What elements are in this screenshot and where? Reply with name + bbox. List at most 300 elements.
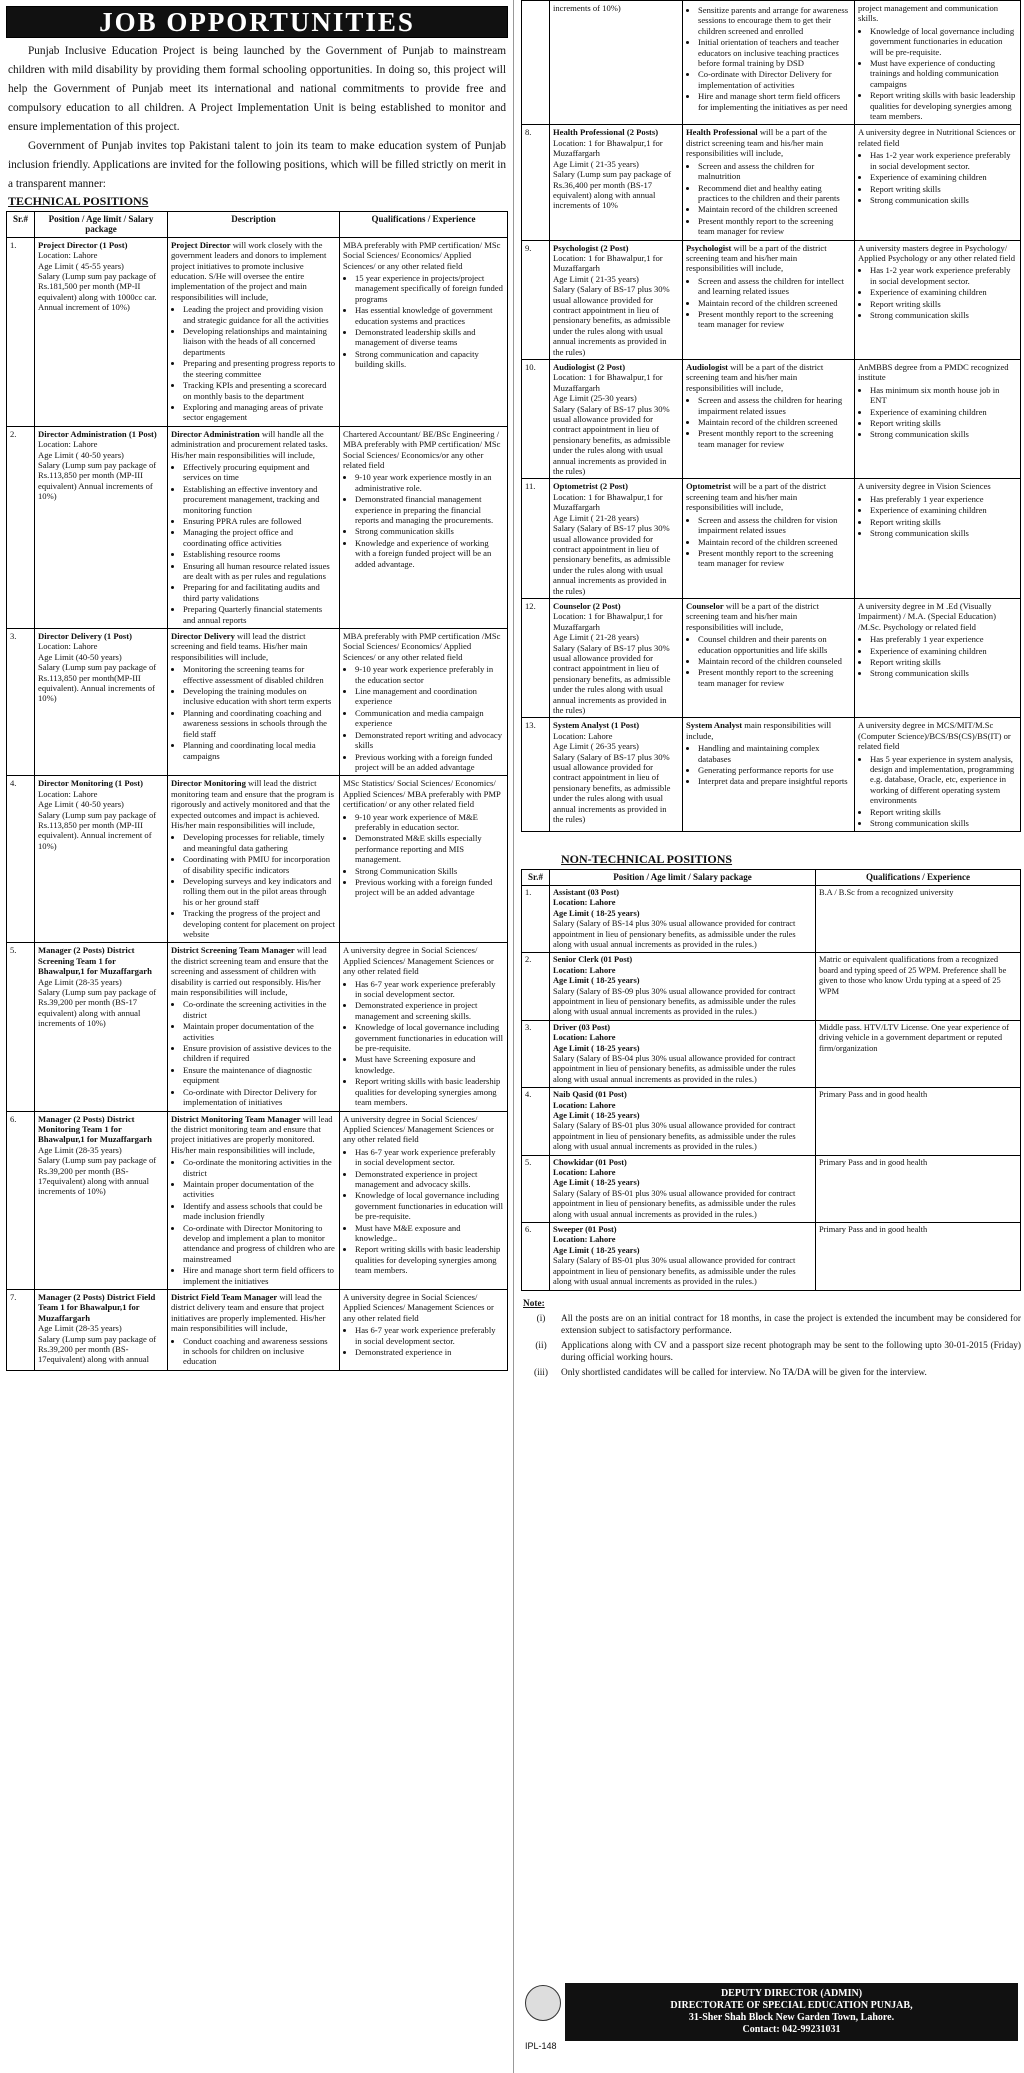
qualification-intro: A university degree in Nutritional Sciences or related field xyxy=(858,127,1016,148)
responsibilities-list xyxy=(171,1157,336,1286)
list-item: • Report writing skills xyxy=(870,418,1017,428)
table-row xyxy=(522,240,1021,359)
row-number: 4. xyxy=(7,776,35,943)
list-item: • Must have M&E exposure and knowledge.. xyxy=(355,1223,504,1244)
position-cell xyxy=(35,426,168,628)
qualifications-cell: Primary Pass and in good health xyxy=(816,1088,1021,1155)
position-title: Manager (2 Posts) District Monitoring Team 1 for Bhawalpur,1 for Muzaffargarh xyxy=(38,1113,152,1145)
description-lead: District Screening Team Manager xyxy=(171,945,295,956)
list-item: • Knowledge and experience of working with a foreign funded project will be an added advantage. xyxy=(355,538,504,569)
list-item: • Demonstrated M&E skills especially performance reporting and MIS management. xyxy=(355,833,504,864)
list-item: • Has 6-7 year work experience preferably in social development sector. xyxy=(355,1147,504,1168)
position-cell xyxy=(550,479,683,598)
list-item: • 15 year experience in projects/project management specifically of foreign funded programs xyxy=(355,273,504,304)
responsibilities-list xyxy=(686,395,851,449)
list-item: • Present monthly report to the screening team manager for review xyxy=(698,428,851,449)
list-item: • Screen and assess the children for hearing impairment related issues xyxy=(698,395,851,416)
location: Location: Lahore xyxy=(553,1235,616,1245)
position-title: Counselor (2 Post) xyxy=(553,600,621,611)
right-column xyxy=(521,0,1021,1380)
salary: Salary (Salary of BS-01 plus 30% usual allowance provided for contract appointment in lieu of pensionary benefits, as admissible under the rules along with usual annual increments as provided in the rules.) xyxy=(553,1121,796,1152)
qualification-intro: AnMBBS degree from a PMDC recognized institute xyxy=(858,362,1009,383)
list-item: • Has 6-7 year work experience preferably in social development sector. xyxy=(355,1325,504,1346)
list-item: • Report writing skills with basic leadership qualities for developing synergies among team members. xyxy=(355,1076,504,1107)
list-item: • Demonstrated experience in project management and screening skills. xyxy=(355,1000,504,1021)
list-item: • Establishing resource rooms xyxy=(183,549,336,559)
row7-description-cont xyxy=(683,1,855,125)
col-header-description: Description xyxy=(168,212,340,238)
list-item: • Report writing skills with basic leadership qualities for developing synergies among team members. xyxy=(355,1244,504,1275)
list-item: • Effectively procuring equipment and services on time xyxy=(183,462,336,483)
experience-list xyxy=(858,754,1017,829)
qualifications-cell xyxy=(855,479,1021,598)
qualification-intro: A university degree in Vision Sciences xyxy=(858,481,991,492)
description-lead: Audiologist xyxy=(686,362,729,372)
list-item: • Developing surveys and key indicators and rolling them out in the pilot areas through his or her ground staff xyxy=(183,876,336,907)
qualifications-cell: Matric or equivalent qualifications from a recognized board and typing speed of 25 WPM. Preference shall be given to those who know Urdu typing at a speed of 25 WPM xyxy=(816,953,1021,1020)
position-title: Psychologist (2 Post) xyxy=(553,242,629,253)
position-details: Location: Lahore Age Limit (40-50 years) Salary (Lump sum pay package of Rs.113,850 per month(MP-III equivalent). Annual increments of 10%) xyxy=(38,641,157,704)
note-number: (ii) xyxy=(535,1341,547,1351)
qualification-intro: A university degree in M .Ed (Visually Impairment) / M.A. (Special Education) /M.Sc. Psychology or related field xyxy=(858,600,996,632)
position-cell xyxy=(550,125,683,240)
row-number: 12. xyxy=(522,598,550,717)
responsibilities-list xyxy=(171,304,336,422)
list-item: • Line management and coordination experience xyxy=(355,686,504,707)
list-item: • Preparing and presenting progress reports to the steering committee xyxy=(183,358,336,379)
list-item: • Present monthly report to the screening team manager for review xyxy=(698,548,851,569)
list-item: • Experience of examining children xyxy=(870,407,1017,417)
list-item: • Maintain record of the children screened xyxy=(698,204,851,214)
list-item: • Demonstrated leadership skills and management of diverse teams xyxy=(355,327,504,348)
qualification-intro: MSc Statistics/ Social Sciences/ Economics/ Applied Sciences/ MBA preferably with PMP certification/ or any other related field xyxy=(343,778,501,810)
table-row xyxy=(7,629,508,776)
col-header-position: Position / Age limit / Salary package xyxy=(35,212,168,238)
responsibilities-list xyxy=(171,462,336,625)
table-row xyxy=(522,1223,1021,1290)
experience-list xyxy=(858,150,1017,205)
list-item: • Strong communication skills xyxy=(870,528,1017,538)
description-lead: District Monitoring Team Manager xyxy=(171,1113,301,1124)
age-limit: Age Limit ( 18-25 years) xyxy=(553,1111,640,1120)
position-details: Location: 1 for Bhawalpur,1 for Muzaffargarh Age Limit ( 21-35 years) Salary (Lump sum pay package of Rs.36,400 per month (BS-17 equivalent) along with annual increments of 10% xyxy=(553,137,672,211)
table-row xyxy=(522,1,1021,125)
list-item: • Coordinating with PMIU for incorporation of disability specific indicators xyxy=(183,854,336,875)
list-item: • Present monthly report to the screening team manager for review xyxy=(698,667,851,688)
location: Location: Lahore xyxy=(553,1168,616,1178)
position-title: Health Professional (2 Posts) xyxy=(553,127,659,138)
list-item: • Maintain record of the children screened xyxy=(698,298,851,308)
list-item: • Experience of examining children xyxy=(870,646,1017,656)
list-item: • Strong communication and capacity building skills. xyxy=(355,349,504,370)
list-item: • Report writing skills xyxy=(870,299,1017,309)
col-header-sr: Sr.# xyxy=(522,870,550,885)
list-item: • Co-ordinate with Director Monitoring to develop and implement a plan to monitor attendance and progress of children who are mainstreamed xyxy=(183,1223,336,1265)
row-number: 2. xyxy=(522,953,550,1020)
list-item: • Tracking KPIs and presenting a scorecard on monthly basis to the department xyxy=(183,380,336,401)
row-number: 6. xyxy=(7,1111,35,1290)
qualifications-cell xyxy=(340,776,508,943)
technical-section-title: TECHNICAL POSITIONS xyxy=(8,194,149,208)
list-item: • Handling and maintaining complex databases xyxy=(698,743,851,764)
age-limit: Age Limit ( 18-25 years) xyxy=(553,976,640,986)
position-details: Location: Lahore Age Limit ( 26-35 years) Salary (Salary of BS-17 plus 30% usual allowance provided for contract appointment in lieu of pensionary benefits, as admissible under the rules along with usual annual increments as provided in the rules) xyxy=(553,730,671,825)
age-limit: Age Limit ( 18-25 years) xyxy=(553,908,640,918)
table-row xyxy=(522,1020,1021,1087)
position-details: Age Limit (28-35 years) Salary (Lump sum pay package of Rs.39,200 per month (BS-17 equivalent) along with annual increments of 10%) xyxy=(38,976,157,1029)
row-number: 1. xyxy=(7,237,35,426)
list-item: • Previous working with a foreign funded project will be an added advantage xyxy=(355,877,504,898)
note-item xyxy=(521,1368,1021,1380)
footer-line: DIRECTORATE OF SPECIAL EDUCATION PUNJAB, xyxy=(670,2000,913,2011)
position-title: Driver (03 Post) xyxy=(553,1022,611,1032)
description-intro: will be a part of the district screening team and his/her main responsibilities will include, xyxy=(686,481,827,513)
position-details: Location: 1 for Bhawalpur,1 for Muzaffargarh Age Limit (25-30 years) Salary (Salary of BS-17 plus 30% usual allowance provided for contract appointment in lieu of pensionary benefits, as admissible under the rules along with usual annual increments as provided in the rules) xyxy=(553,372,671,477)
list-item: • Strong Communication Skills xyxy=(355,866,504,876)
list-item: • Strong communication skills xyxy=(870,195,1017,205)
location: Location: Lahore xyxy=(553,1100,616,1110)
description-lead: District Field Team Manager xyxy=(171,1292,278,1302)
description-intro: will handle all the administration and procurement related tasks. His/her main responsibilities will include, xyxy=(171,428,328,460)
list-item: • Initial orientation of teachers and teacher educators on inclusive teaching practices before formal training by DSD xyxy=(698,37,851,68)
position-title: Director Monitoring (1 Post) xyxy=(38,778,143,789)
position-details: Location: Lahore Age Limit ( 40-50 years) Salary (Lump sum pay package of Rs.113,850 per month (MP-III equivalent) Annual increments of 10%) xyxy=(38,439,157,502)
position-title: Naib Qasid (01 Post) xyxy=(553,1090,627,1100)
list-item: • Report writing skills xyxy=(870,657,1017,667)
technical-table-right xyxy=(521,0,1021,832)
qualifications-cell: Middle pass. HTV/LTV License. One year experience of driving vehicle in a government department or reputed firm/organization xyxy=(816,1020,1021,1087)
list-item: • Screen and assess the children for intellect and learning related issues xyxy=(698,276,851,297)
responsibilities-list xyxy=(686,515,851,569)
list-item: • Experience of examining children xyxy=(870,172,1017,182)
position-cell xyxy=(35,237,168,426)
description-cell xyxy=(683,360,855,479)
list-item: • Knowledge of local governance including government functionaries in education will be pre-requisite. xyxy=(355,1190,504,1221)
position-title: Optometrist (2 Post) xyxy=(553,481,628,492)
row-number: 3. xyxy=(7,629,35,776)
experience-list xyxy=(343,979,504,1108)
position-title: Director Administration (1 Post) xyxy=(38,428,157,439)
note-item xyxy=(521,1341,1021,1364)
salary: Salary (Salary of BS-09 plus 30% usual allowance provided for contract appointment in lieu of pensionary benefits, as admissible under the rules along with usual annual increments as provided in the rules.) xyxy=(553,986,796,1017)
description-lead: Counselor xyxy=(686,600,724,611)
responsibilities-list xyxy=(686,743,851,787)
list-item: • Co-ordinate with Director Delivery for implementation of activities xyxy=(698,69,851,90)
list-item: • Has preferably 1 year experience xyxy=(870,634,1017,644)
list-item: • Co-ordinate the monitoring activities in the district xyxy=(183,1157,336,1178)
note-text: Applications along with CV and a passport size recent photograph may be sent to the following upto 30-01-2015 (Friday) during official working hours. xyxy=(561,1341,1021,1363)
list-item: • Has 5 year experience in system analysis, design and implementation, programming e.g. database, Oracle, etc, experience in working of different operating system environments xyxy=(870,754,1017,806)
position-cell xyxy=(550,1020,816,1087)
footer-line: 31-Sher Shah Block New Garden Town, Lahore. xyxy=(688,2012,895,2023)
list-item: • Has preferably 1 year experience xyxy=(870,494,1017,504)
list-item: • Developing processes for reliable, timely and meaningful data gathering xyxy=(183,832,336,853)
note-number: (iii) xyxy=(534,1368,548,1378)
list-item: • Ensure the maintenance of diagnostic equipment xyxy=(183,1065,336,1086)
list-item: • 9-10 year work experience preferably in the education sector xyxy=(355,664,504,685)
description-cell xyxy=(168,629,340,776)
list-item: • Demonstrated experience in project management and advocacy skills. xyxy=(355,1169,504,1190)
description-intro: main responsibilities will include, xyxy=(686,720,832,741)
experience-list xyxy=(858,385,1017,440)
qualifications-cell xyxy=(340,1290,508,1371)
list-item: • Co-ordinate with Director Delivery for implementation of initiatives xyxy=(183,1087,336,1108)
list-item: • Ensuring all human resource related issues are dealt with as per rules and regulations xyxy=(183,561,336,582)
table-row xyxy=(522,479,1021,598)
age-limit: Age Limit ( 18-25 years) xyxy=(553,1043,640,1053)
qualifications-cell xyxy=(340,943,508,1111)
position-title: Director Delivery (1 Post) xyxy=(38,631,132,642)
list-item: • Demonstrated financial management experience in preparing the financial reports and managing the procurements. xyxy=(355,494,504,525)
experience-list xyxy=(343,664,504,772)
row-number: 1. xyxy=(522,885,550,952)
note-text: Only shortlisted candidates will be called for interview. No TA/DA will be given for the interview. xyxy=(561,1368,927,1378)
list-item: • Report writing skills xyxy=(870,517,1017,527)
col-header-qualifications: Qualifications / Experience xyxy=(816,870,1021,885)
list-item: • Demonstrated experience in xyxy=(355,1347,504,1357)
list-item: • Has 1-2 year work experience preferably in social development sector. xyxy=(870,150,1017,171)
qualifications-cell xyxy=(855,240,1021,359)
list-item: • Recommend diet and healthy eating practices to the children and their parents xyxy=(698,183,851,204)
responsibilities-list xyxy=(686,634,851,688)
table-row xyxy=(7,237,508,426)
list-item: • Screen and assess the children for malnutrition xyxy=(698,161,851,182)
table-row xyxy=(7,1111,508,1290)
description-intro: will be a part of the district screening team and his/her main responsibilities will include, xyxy=(686,127,827,159)
list-item: • Strong communication skills xyxy=(870,818,1017,828)
location: Location: Lahore xyxy=(553,898,616,908)
list-item: • Strong communication skills xyxy=(870,310,1017,320)
qualification-intro: A university degree in Social Sciences/ Applied Sciences/ Management Sciences or any other related field xyxy=(343,1292,494,1323)
list-item: • Exploring and managing areas of private sector engagement xyxy=(183,402,336,423)
list-item: • Present monthly report to the screening team manager for review xyxy=(698,216,851,237)
description-intro: will be a part of the district screening team and his/her main responsibilities will include, xyxy=(686,362,824,393)
list-item: • Has 1-2 year work experience preferably in social development sector. xyxy=(870,265,1017,286)
description-cell xyxy=(683,718,855,832)
qualification-intro: A university masters degree in Psychology/ Applied Psychology or any other related field xyxy=(858,242,1016,263)
position-details: Location: 1 for Bhawalpur,1 for Muzaffargarh Age Limit ( 21-28 years) Salary (Salary of BS-17 plus 30% usual allowance provided for contract appointment in lieu of pensionary benefits, as admissible under the rules along with usual annual increments as provided in the rules) xyxy=(553,491,671,596)
list-item: • Present monthly report to the screening team manager for review xyxy=(698,309,851,330)
row-number: 5. xyxy=(7,943,35,1111)
table-header-row xyxy=(522,870,1021,885)
qualifications-cell xyxy=(340,426,508,628)
age-limit: Age Limit ( 18-25 years) xyxy=(553,1178,640,1188)
contact-box xyxy=(565,1983,1018,2041)
position-cell xyxy=(550,1088,816,1155)
list-item: • Conduct coaching and awareness sessions in schools for children on inclusive education xyxy=(183,1336,336,1367)
responsibilities-list xyxy=(171,999,336,1107)
list-item: • Hire and manage short term field officers for implementing the initiatives as per need xyxy=(698,91,851,112)
position-cell xyxy=(35,943,168,1111)
list-item: • Strong communication skills xyxy=(355,526,504,536)
government-seal-icon xyxy=(525,1985,561,2021)
position-cell xyxy=(550,240,683,359)
list-item: • Generating performance reports for use xyxy=(698,765,851,775)
note-number: (i) xyxy=(536,1314,546,1324)
qualifications-cell xyxy=(855,125,1021,240)
list-item: • Report writing skills xyxy=(870,807,1017,817)
list-item: • Maintain record of the children screened xyxy=(698,417,851,427)
description-cell xyxy=(168,943,340,1111)
description-intro: will work closely with the government leaders and donors to implement project initiatives to promote inclusive education. S/He will oversee the entire implementation of the project and main responsibilities will include, xyxy=(171,239,327,302)
qualification-intro: A university degree in MCS/MIT/M.Sc (Computer Science)/BCS/BS(CS)/BS(IT) or related field xyxy=(858,720,1011,752)
position-cell xyxy=(35,1111,168,1290)
table-row xyxy=(522,1155,1021,1222)
table-row xyxy=(522,125,1021,240)
position-details: Location: 1 for Bhawalpur,1 for Muzaffargarh Age Limit ( 21-28 years) Salary (Salary of BS-17 plus 30% usual allowance provided for contract appointment in lieu of pensionary benefits, as admissible under the rules along with usual annual increments as provided in the rules) xyxy=(553,611,671,715)
position-cell xyxy=(550,885,816,952)
position-cell xyxy=(550,718,683,832)
position-title: Project Director (1 Post) xyxy=(38,239,128,250)
description-intro: will lead the district screening and field teams. His/her main responsibilities will include, xyxy=(171,631,308,662)
table-row xyxy=(7,776,508,943)
description-intro: will lead the district monitoring team and ensure that project initiatives are properly monitored. His/her main responsibilities will include, xyxy=(171,1113,333,1155)
list-item: • Ensuring PPRA rules are followed xyxy=(183,516,336,526)
list-item: • Interpret data and prepare insightful reports xyxy=(698,776,851,786)
qualifications-cell xyxy=(855,598,1021,717)
list-item: • Sensitize parents and arrange for awareness sessions to encourage them to get their children screened and enrolled xyxy=(698,5,851,36)
qualification-intro: A university degree in Social Sciences/ Applied Sciences/ Management Sciences or any other related field xyxy=(343,945,494,977)
salary: Salary (Salary of BS-04 plus 30% usual allowance provided for contract appointment in lieu of pensionary benefits, as admissible under the rules along with usual annual increments as provided in the rules.) xyxy=(553,1053,796,1084)
position-title: Sweeper (01 Post) xyxy=(553,1225,617,1235)
list-item: • Experience of examining children xyxy=(870,287,1017,297)
list-item: • Counsel children and their parents on education opportunities and life skills xyxy=(698,634,851,655)
position-title: Assistant (03 Post) xyxy=(553,887,620,897)
description-lead: Optometrist xyxy=(686,481,731,492)
position-title: System Analyst (1 Post) xyxy=(553,720,640,731)
list-item: • Communication and media campaign experience xyxy=(355,708,504,729)
description-lead: Director Administration xyxy=(171,428,260,439)
experience-list xyxy=(343,1147,504,1276)
position-title: Chowkidar (01 Post) xyxy=(553,1157,627,1167)
description-cell xyxy=(168,776,340,943)
list-item: • Developing the training modules on inclusive education with short term experts xyxy=(183,686,336,707)
row-number: 10. xyxy=(522,360,550,479)
notes-section xyxy=(521,1299,1021,1380)
description-cell xyxy=(683,125,855,240)
footer-line: DEPUTY DIRECTOR (ADMIN) xyxy=(720,1988,863,1999)
position-details: Age Limit (28-35 years) Salary (Lump sum pay package of Rs.39,200 per month (BS-17equivalent) along with annual xyxy=(38,1323,157,1365)
list-item: • Establishing an effective inventory and procurement management, tracking and monitoring function xyxy=(183,484,336,515)
technical-table-left xyxy=(6,211,508,1371)
list-item: • Previous working with a foreign funded project will be an added advantage xyxy=(355,752,504,773)
position-cell xyxy=(35,776,168,943)
description-cell xyxy=(168,1111,340,1290)
row7-qualifications-cont: project management and communication skills. • Knowledge of local governance including government functionaries in education will be pre-requisite. • Must have experience of conducting trainings and holding communication campaigns • Report writing skills with basic leadership qualities for developing synergies among team members. xyxy=(855,1,1021,125)
experience-list xyxy=(343,812,504,898)
list-item: • Strong communication skills xyxy=(870,429,1017,439)
qualification-intro: MBA preferably with PMP certification /MSc Social Sciences/ Economics/ Applied Sciences/ or any other related field xyxy=(343,631,501,662)
list-item: • Knowledge of local governance including government functionaries in education will be pre-requisite. xyxy=(355,1022,504,1053)
position-title: Manager (2 Posts) District Field Team 1 for Bhawalpur,1 for Muzaffargarh xyxy=(38,1292,156,1323)
position-cell xyxy=(550,953,816,1020)
row-number: 5. xyxy=(522,1155,550,1222)
non-technical-table xyxy=(521,869,1021,1290)
list-item: • Screen and assess the children for vision impairment related issues xyxy=(698,515,851,536)
list-item: • Knowledge of local governance including government functionaries in education will be pre-requisite. xyxy=(870,26,1017,57)
list-item: • Managing the project office and coordinating office activities xyxy=(183,527,336,548)
location: Location: Lahore xyxy=(553,965,616,975)
row-number: 7. xyxy=(7,1290,35,1371)
list-item: • Must have experience of conducting trainings and holding communication campaigns xyxy=(870,58,1017,89)
list-item: • Experience of examining children xyxy=(870,505,1017,515)
description-lead: System Analyst xyxy=(686,720,743,731)
list-item: • Report writing skills with basic leadership qualities for developing synergies among team members. xyxy=(870,90,1017,121)
list-item: • Preparing for and facilitating audits and third party validations xyxy=(183,582,336,603)
list-item: • Planning and coordinating local media campaigns xyxy=(183,740,336,761)
list-item: • Has 6-7 year work experience preferably in social development sector. xyxy=(355,979,504,1000)
table-header-row xyxy=(7,212,508,238)
column-divider xyxy=(513,0,514,2073)
list-item: • Demonstrated report writing and advocacy skills xyxy=(355,730,504,751)
responsibilities-list xyxy=(171,832,336,939)
list-item: • Maintain record of the children counseled xyxy=(698,656,851,666)
qualification-intro: A university degree in Social Sciences/ Applied Sciences/ Management Sciences or any other related field xyxy=(343,1113,494,1145)
position-title: Manager (2 Posts) District Screening Team 1 for Bhawalpur,1 for Muzaffargarh xyxy=(38,945,152,977)
list-item: • Planning and coordinating coaching and awareness sessions in schools through the field staff xyxy=(183,708,336,739)
position-cell xyxy=(35,1290,168,1371)
description-intro: will lead the district delivery team and ensure that project initiatives are properly implemented. His/her main responsibilities will include, xyxy=(171,1292,326,1334)
experience-list xyxy=(343,273,504,370)
description-cell xyxy=(683,240,855,359)
location: Location: Lahore xyxy=(553,1033,616,1043)
row-number: 6. xyxy=(522,1223,550,1290)
intro-text xyxy=(6,38,508,194)
description-lead: Health Professional xyxy=(686,127,758,138)
description-lead: Director Delivery xyxy=(171,631,235,642)
position-details: Location: Lahore Age Limit ( 45-55 years) Salary (Lump sum pay package of Rs.181,500 per month (MP-II equivalent) along with 1000cc car. Annual increment of 10%) xyxy=(38,250,157,313)
description-lead: Project Director xyxy=(171,239,231,250)
intro-paragraph: Punjab Inclusive Education Project is being launched by the Government of Punjab to mainstream children with mild disability by providing them formal schooling opportunities. In doing so, this project will help the Government of Punjab meet its international and national commitments to provide free and compulsory education to all children. A Project Implementation Unit is being established to monitor and ensure implementation of this project. xyxy=(8,45,506,133)
col-header-position: Position / Age limit / Salary package xyxy=(550,870,816,885)
salary: Salary (Salary of BS-14 plus 30% usual allowance provided for contract appointment in lieu of pensionary benefits, as admissible under the rules along with usual annual increments as provided in the rules.) xyxy=(553,919,796,949)
position-title: Audiologist (2 Post) xyxy=(553,362,626,372)
list-item: • Has minimum six month house job in ENT xyxy=(870,385,1017,406)
description-cell xyxy=(683,598,855,717)
note-item xyxy=(521,1314,1021,1337)
description-cell xyxy=(168,237,340,426)
page-title: JOB OPPORTUNITIES xyxy=(6,6,508,38)
table-row xyxy=(522,1088,1021,1155)
experience-list xyxy=(858,265,1017,320)
row-number: 9. xyxy=(522,240,550,359)
qualifications-cell xyxy=(340,1111,508,1290)
salary: Salary (Salary of BS-01 plus 30% usual allowance provided for contract appointment in lieu of pensionary benefits, as admissible under the rules along with usual annual increments as provided in the rules.) xyxy=(553,1256,796,1287)
position-cell xyxy=(35,629,168,776)
description-cell xyxy=(168,1290,340,1371)
description-cell xyxy=(168,426,340,628)
table-row xyxy=(7,426,508,628)
salary: Salary (Salary of BS-01 plus 30% usual allowance provided for contract appointment in lieu of pensionary benefits, as admissible under the rules along with usual annual increments as provided in the rules.) xyxy=(553,1188,796,1219)
list-item: • Co-ordinate the screening activities in the district xyxy=(183,999,336,1020)
responsibilities-list xyxy=(171,664,336,761)
table-row xyxy=(522,598,1021,717)
list-item: • Developing relationships and maintaining liaison with the heads of all concerned departments xyxy=(183,326,336,357)
position-details: Location: Lahore Age Limit ( 40-50 years) Salary (Lump sum pay package of Rs.113,850 per month (MP-III equivalent). Annual increment of 10%) xyxy=(38,788,157,851)
notes-heading: Note: xyxy=(523,1298,545,1309)
description-intro: will be a part of the district screening team and his/her main responsibilities will include, xyxy=(686,242,827,274)
list-item: • Hire and manage short term field officers to implement the initiatives xyxy=(183,1265,336,1286)
table-row xyxy=(522,718,1021,832)
footer xyxy=(525,1983,1018,2063)
position-title: Senior Clerk (01 Post) xyxy=(553,955,633,965)
row-number: 13. xyxy=(522,718,550,832)
responsibilities-list xyxy=(686,161,851,237)
row-number: 2. xyxy=(7,426,35,628)
row-number: 8. xyxy=(522,125,550,240)
qualifications-cell: B.A / B.Sc from a recognized university xyxy=(816,885,1021,952)
non-technical-section-title: NON-TECHNICAL POSITIONS xyxy=(561,852,733,867)
